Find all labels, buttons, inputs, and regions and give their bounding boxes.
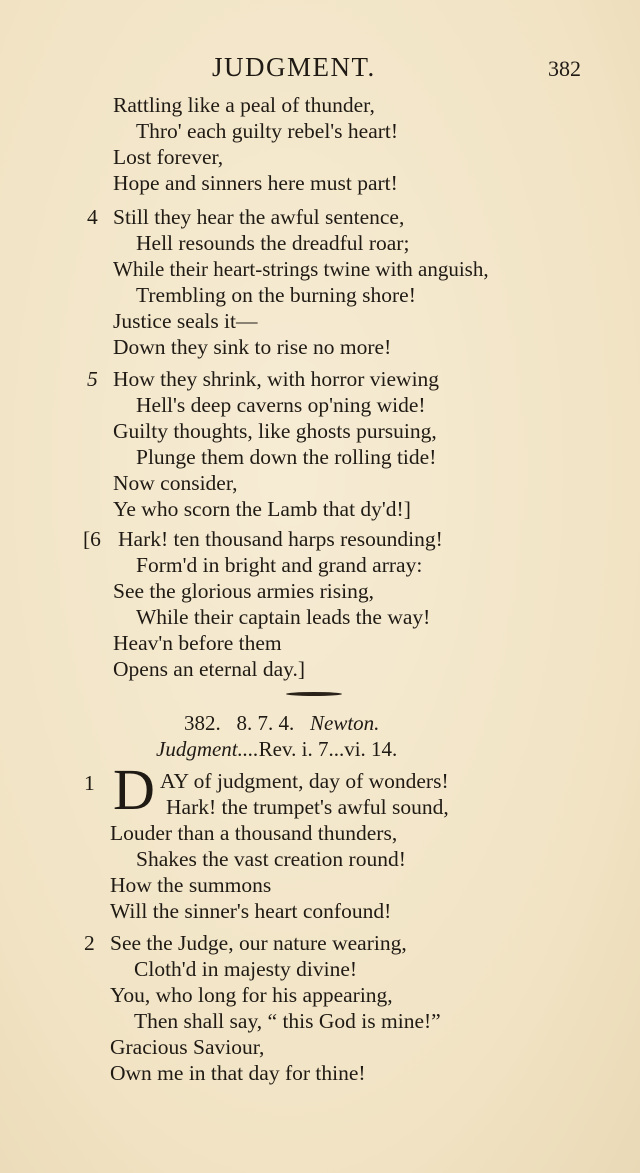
verse-line: Hark! the trumpet's awful sound, (166, 795, 449, 819)
section-divider (286, 692, 342, 696)
verse-line: Still they hear the awful sentence, (113, 205, 405, 229)
running-title: JUDGMENT. (212, 52, 376, 82)
verse-line: Trembling on the burning shore! (136, 283, 416, 307)
hymn-subject-line (156, 736, 397, 762)
verse-line: Cloth'd in majesty divine! (134, 957, 358, 981)
verse-line: While their heart-strings twine with anguish, (113, 257, 489, 281)
verse-line: Heav'n before them (113, 631, 282, 655)
verse-line: AY of judgment, day of wonders! (160, 769, 449, 793)
stanza-number: 5 (87, 367, 98, 391)
verse-line: Hell resounds the dreadful roar; (136, 231, 410, 255)
verse-line: See the Judge, our nature wearing, (110, 931, 407, 955)
verse-line: Own me in that day for thine! (110, 1061, 366, 1085)
verse-line: Opens an eternal day.] (113, 657, 306, 681)
verse-line: You, who long for his appearing, (110, 983, 393, 1007)
verse-line: Lost forever, (113, 145, 224, 169)
verse-line: Ye who scorn the Lamb that dy'd!] (113, 497, 411, 521)
hymn-number: 382. (184, 711, 221, 735)
verse-line: Guilty thoughts, like ghosts pursuing, (113, 419, 437, 443)
drop-cap: D (113, 757, 155, 822)
page-number: 382 (548, 56, 581, 81)
verse-line: Down they sink to rise no more! (113, 335, 392, 359)
verse-line: Form'd in bright and grand array: (136, 553, 423, 577)
verse-line: Will the sinner's heart confound! (110, 899, 392, 923)
stanza-number: [6 (83, 527, 101, 551)
hymn-meter: 8. 7. 4. (236, 711, 295, 735)
verse-line: How the summons (110, 873, 272, 897)
verse-line: Louder than a thousand thunders, (110, 821, 398, 845)
hymn-number-line (184, 710, 379, 736)
verse-line: While their captain leads the way! (136, 605, 431, 629)
verse-line: Justice seals it— (113, 309, 258, 333)
verse-line: Now consider, (113, 471, 238, 495)
hymn-reference: Rev. i. 7...vi. 14. (258, 737, 398, 761)
stanza-number: 2 (84, 931, 95, 955)
verse-line: Hell's deep caverns op'ning wide! (136, 393, 426, 417)
stanza-number: 4 (87, 205, 98, 229)
verse-line: Hope and sinners here must part! (113, 171, 398, 195)
hymn-author: Newton. (310, 711, 380, 735)
verse-line: See the glorious armies rising, (113, 579, 374, 603)
verse-line: How they shrink, with horror viewing (113, 367, 440, 391)
verse-line: Hark! ten thousand harps resounding! (118, 527, 443, 551)
stanza-number: 1 (84, 771, 95, 795)
verse-line: Thro' each guilty rebel's heart! (136, 119, 399, 143)
page-header (0, 52, 640, 88)
hymn-topic: Judgment.... (156, 737, 259, 761)
verse-line: Then shall say, “ this God is mine!” (134, 1009, 441, 1033)
verse-line: Rattling like a peal of thunder, (113, 93, 375, 117)
verse-line: Shakes the vast creation round! (136, 847, 406, 871)
verse-line: Gracious Saviour, (110, 1035, 265, 1059)
verse-line: Plunge them down the rolling tide! (136, 445, 437, 469)
